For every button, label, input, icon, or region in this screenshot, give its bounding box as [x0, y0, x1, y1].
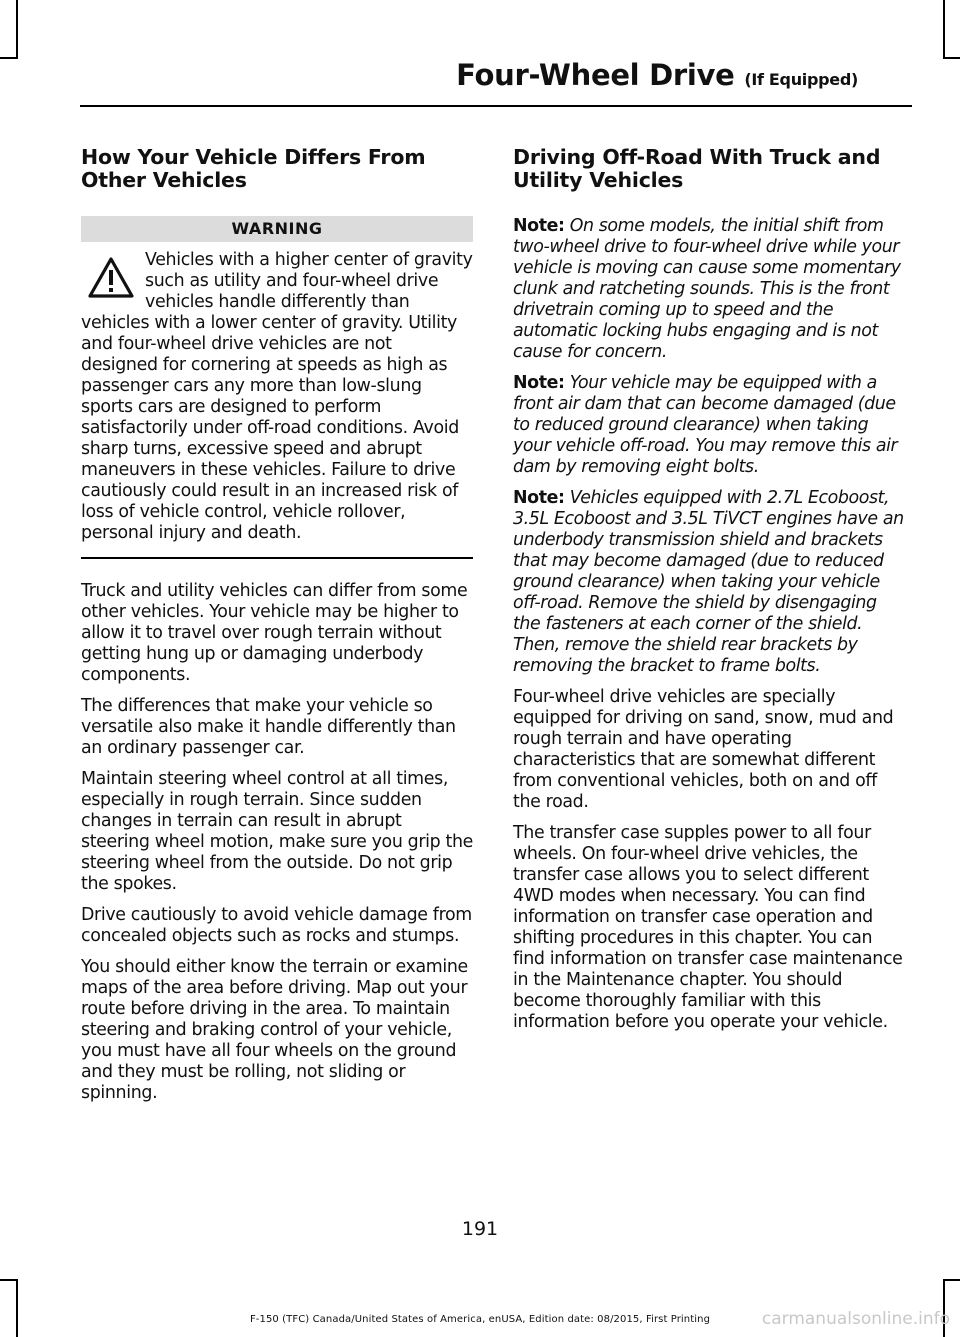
note-text: On some models, the initial shift from two-wheel drive to four-wheel drive while your vehicle is moving can cause some momentary clunk and ratcheting sounds. This is the front drivetrain coming up to speed and the automatic locking hubs engaging and is not cause for concern.: [513, 216, 901, 362]
section-heading: Driving Off-Road With Truck and Utility Vehicles: [513, 145, 881, 192]
crop-mark: [943, 57, 960, 59]
edition-footer: F-150 (TFC) Canada/United States of America, enUSA, Edition date: 08/2015, First Printing: [249, 1314, 711, 1325]
header-rule: [80, 105, 912, 107]
crop-mark: [943, 0, 945, 59]
chapter-subtitle: (If Equipped): [744, 70, 858, 89]
crop-mark: [16, 0, 18, 59]
chapter-title: [456, 58, 858, 92]
note-text: Vehicles equipped with 2.7L Ecoboost, 3.5L Ecoboost and 3.5L TiVCT engines have an underbody transmission shield and brackets that may become damaged (due to reduced ground clearance) when taking your vehicle off-road. Remove the shield by disengaging the fasteners at each corner of the shield. Then, remove the shield rear brackets by removing the bracket to frame bolts.: [513, 488, 904, 676]
watermark: carmanualsonline.info: [761, 1309, 950, 1329]
note-paragraph: [513, 373, 905, 478]
body-paragraph: The differences that make your vehicle so versatile also make it handle differently than an ordinary passenger car.: [81, 696, 456, 758]
crop-mark: [943, 1279, 960, 1281]
page-number: 191: [461, 1218, 499, 1240]
note-paragraph: [513, 216, 905, 363]
warning-triangle-icon: [87, 256, 135, 300]
body-paragraph: You should either know the terrain or examine maps of the area before driving. Map out your route before driving in the area. To maintain steering and braking control of your vehicle, you must have all four wheels on the ground and they must be rolling, not sliding or spinning.: [81, 957, 468, 1103]
note-text: Your vehicle may be equipped with a front air dam that can become damaged (due to reduced ground clearance) when taking your vehicle off-road. You may remove this air dam by removing eight bolts.: [513, 373, 898, 477]
note-label: Note:: [513, 488, 565, 508]
body-paragraph: The transfer case supples power to all four wheels. On four-wheel drive vehicles, the transfer case allows you to select different 4WD modes when necessary. You can find information on transfer case operation and shifting procedures in this chapter. You can find information on transfer case maintenance in the Maintenance chapter. You should become thoroughly familiar with this information before you operate your vehicle.: [513, 823, 903, 1032]
body-paragraph: Drive cautiously to avoid vehicle damage from concealed objects such as rocks and stumps.: [81, 905, 472, 946]
body-paragraph: Truck and utility vehicles can differ from some other vehicles. Your vehicle may be higher to allow it to travel over rough terrain without getting hung up or damaging underbody components.: [81, 581, 468, 685]
body-paragraph: Four-wheel drive vehicles are specially equipped for driving on sand, snow, mud and rough terrain and have operating characteristics that are somewhat different from conventional vehicles, both on and off the road.: [513, 687, 894, 812]
section-heading: How Your Vehicle Differs From Other Vehicles: [81, 145, 426, 192]
right-column: [513, 146, 905, 1043]
body-paragraph: Maintain steering wheel control at all times, especially in rough terrain. Since sudden changes in terrain can result in abrupt steering wheel motion, make sure you grip the steering wheel from the outside. Do not grip the spokes.: [81, 769, 474, 894]
note-paragraph: [513, 488, 905, 677]
note-label: Note:: [513, 216, 565, 236]
warning-end-rule: [81, 557, 473, 559]
left-column: [81, 146, 473, 1114]
crop-mark: [16, 1279, 18, 1337]
chapter-title-text: Four-Wheel Drive: [456, 58, 735, 92]
warning-label: WARNING: [81, 216, 473, 242]
warning-box: [81, 250, 473, 544]
note-label: Note:: [513, 373, 565, 393]
warning-text: Vehicles with a higher center of gravity such as utility and four-wheel drive vehicles handle differently than vehicles with a lower center of gravity. Utility and four-wheel drive vehicles are not designed for cornering at speeds as high as passenger cars any more than low-slung sports cars are designed to perform satisfactorily under off-road conditions. Avoid sharp turns, excessive speed and abrupt maneuvers in these vehicles. Failure to drive cautiously could result in an increased risk of loss of vehicle control, vehicle rollover, personal injury and death.: [81, 250, 473, 543]
